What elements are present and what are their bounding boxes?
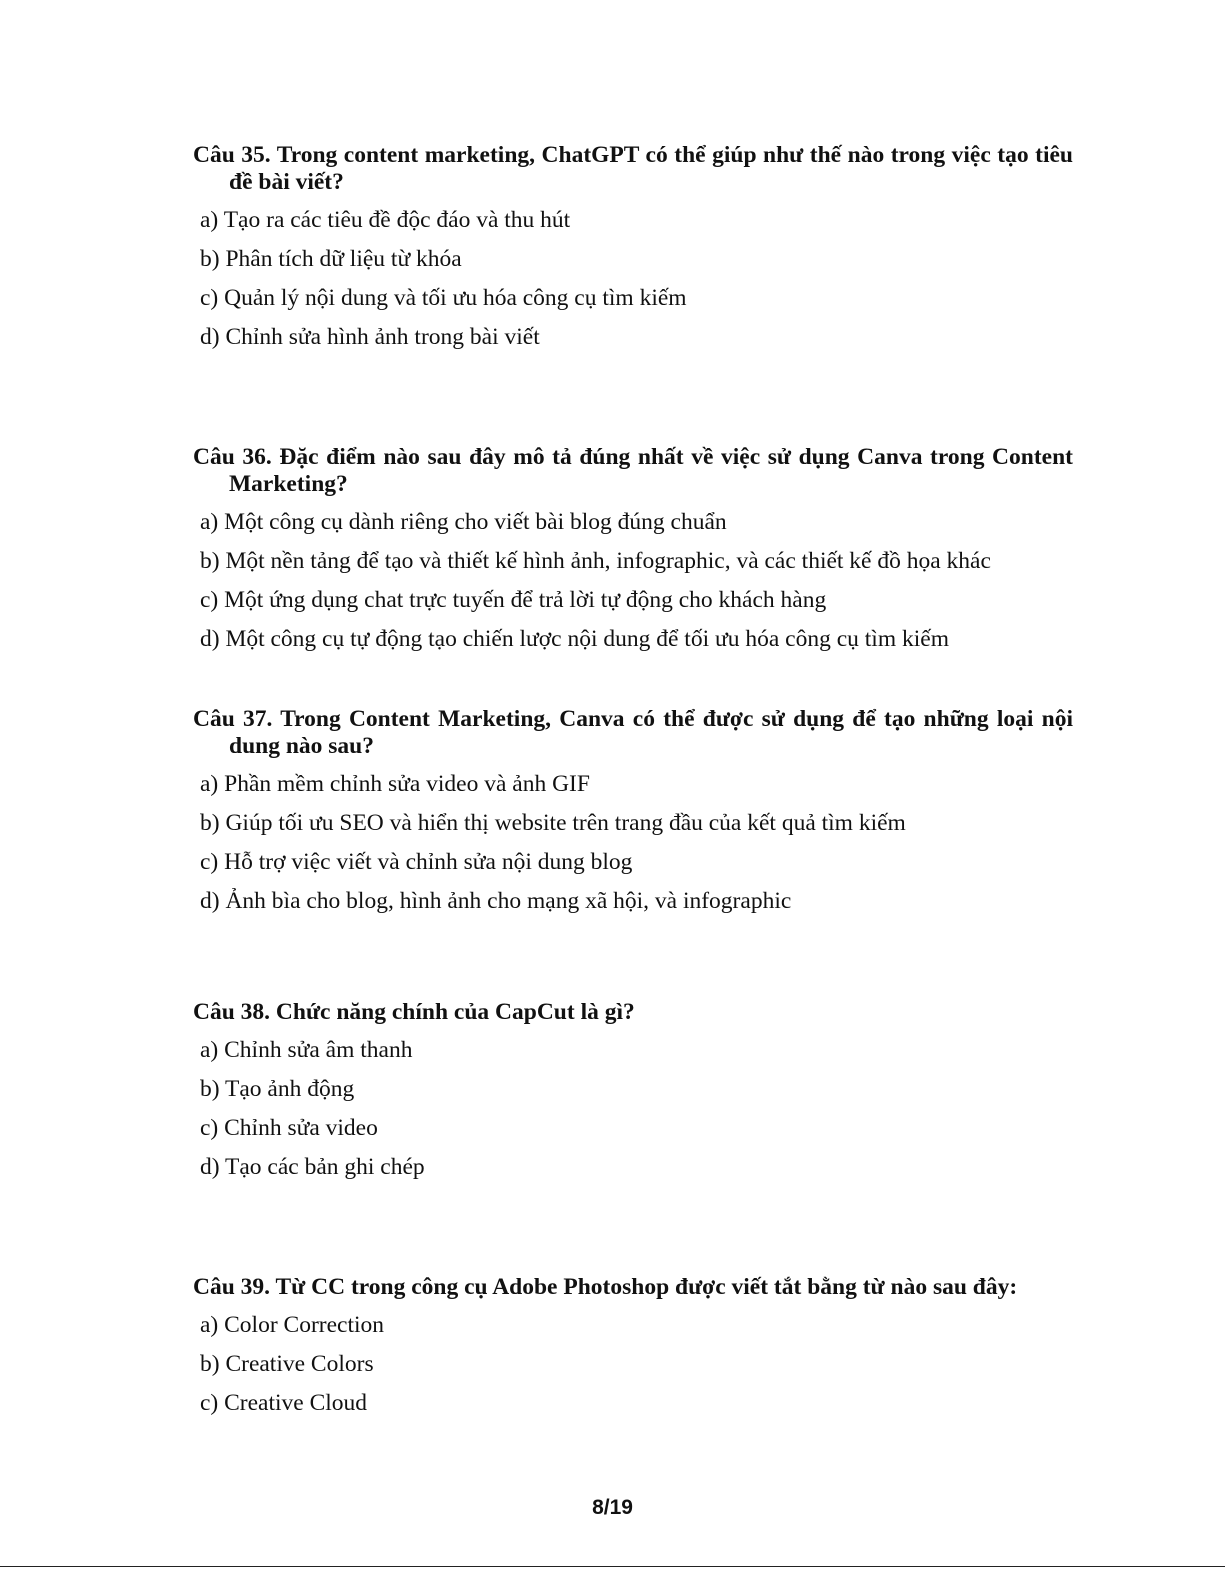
answer-options xyxy=(193,1312,1073,1417)
answer-option-a: a) Tạo ra các tiêu đề độc đáo và thu hút xyxy=(200,207,571,233)
answer-option-c: c) Một ứng dụng chat trực tuyến để trả lời tự động cho khách hàng xyxy=(200,587,827,613)
answer-option-a: a) Một công cụ dành riêng cho viết bài blog đúng chuẩn xyxy=(200,509,727,535)
answer-option-b: b) Giúp tối ưu SEO và hiển thị website trên trang đầu của kết quả tìm kiếm xyxy=(200,810,906,836)
answer-options xyxy=(193,509,1073,653)
answer-option-c: c) Hỗ trợ việc viết và chỉnh sửa nội dung blog xyxy=(200,849,633,875)
bottom-divider xyxy=(0,1566,1225,1567)
answer-option-d: d) Tạo các bản ghi chép xyxy=(200,1154,425,1180)
answer-option-d: d) Một công cụ tự động tạo chiến lược nội dung để tối ưu hóa công cụ tìm kiếm xyxy=(200,626,949,652)
question-36 xyxy=(193,444,1073,653)
question-35 xyxy=(193,142,1073,351)
answer-option-b: b) Một nền tảng để tạo và thiết kế hình ảnh, infographic, và các thiết kế đồ họa khác xyxy=(200,548,991,574)
answer-option-b: b) Phân tích dữ liệu từ khóa xyxy=(200,246,462,272)
answer-option-d: d) Chỉnh sửa hình ảnh trong bài viết xyxy=(200,324,540,350)
question-title: Câu 35. Trong content marketing, ChatGPT có thể giúp như thế nào trong việc tạo tiêu đề bài viết? xyxy=(193,142,1073,195)
answer-options xyxy=(193,207,1073,351)
question-39 xyxy=(193,1274,1073,1417)
answer-options xyxy=(193,771,1073,915)
answer-options xyxy=(193,1037,1073,1181)
question-title: Câu 36. Đặc điểm nào sau đây mô tả đúng nhất về việc sử dụng Canva trong Content Marketing? xyxy=(193,444,1073,497)
question-title: Câu 38. Chức năng chính của CapCut là gì? xyxy=(193,999,635,1025)
question-37 xyxy=(193,706,1073,915)
answer-option-c: c) Chỉnh sửa video xyxy=(200,1115,378,1141)
page-number: 8/19 xyxy=(592,1496,633,1519)
answer-option-a: a) Phần mềm chỉnh sửa video và ảnh GIF xyxy=(200,771,590,797)
answer-option-c: c) Creative Cloud xyxy=(200,1390,368,1416)
answer-option-d: d) Ảnh bìa cho blog, hình ảnh cho mạng xã hội, và infographic xyxy=(200,888,792,914)
question-title: Câu 37. Trong Content Marketing, Canva có thể được sử dụng để tạo những loại nội dung nào sau? xyxy=(193,706,1073,759)
answer-option-b: b) Tạo ảnh động xyxy=(200,1076,355,1102)
answer-option-a: a) Chỉnh sửa âm thanh xyxy=(200,1037,413,1063)
answer-option-b: b) Creative Colors xyxy=(200,1351,374,1377)
question-title: Câu 39. Từ CC trong công cụ Adobe Photoshop được viết tắt bằng từ nào sau đây: xyxy=(193,1274,1018,1300)
answer-option-a: a) Color Correction xyxy=(200,1312,385,1338)
answer-option-c: c) Quản lý nội dung và tối ưu hóa công cụ tìm kiếm xyxy=(200,285,687,311)
question-38 xyxy=(193,999,1073,1181)
